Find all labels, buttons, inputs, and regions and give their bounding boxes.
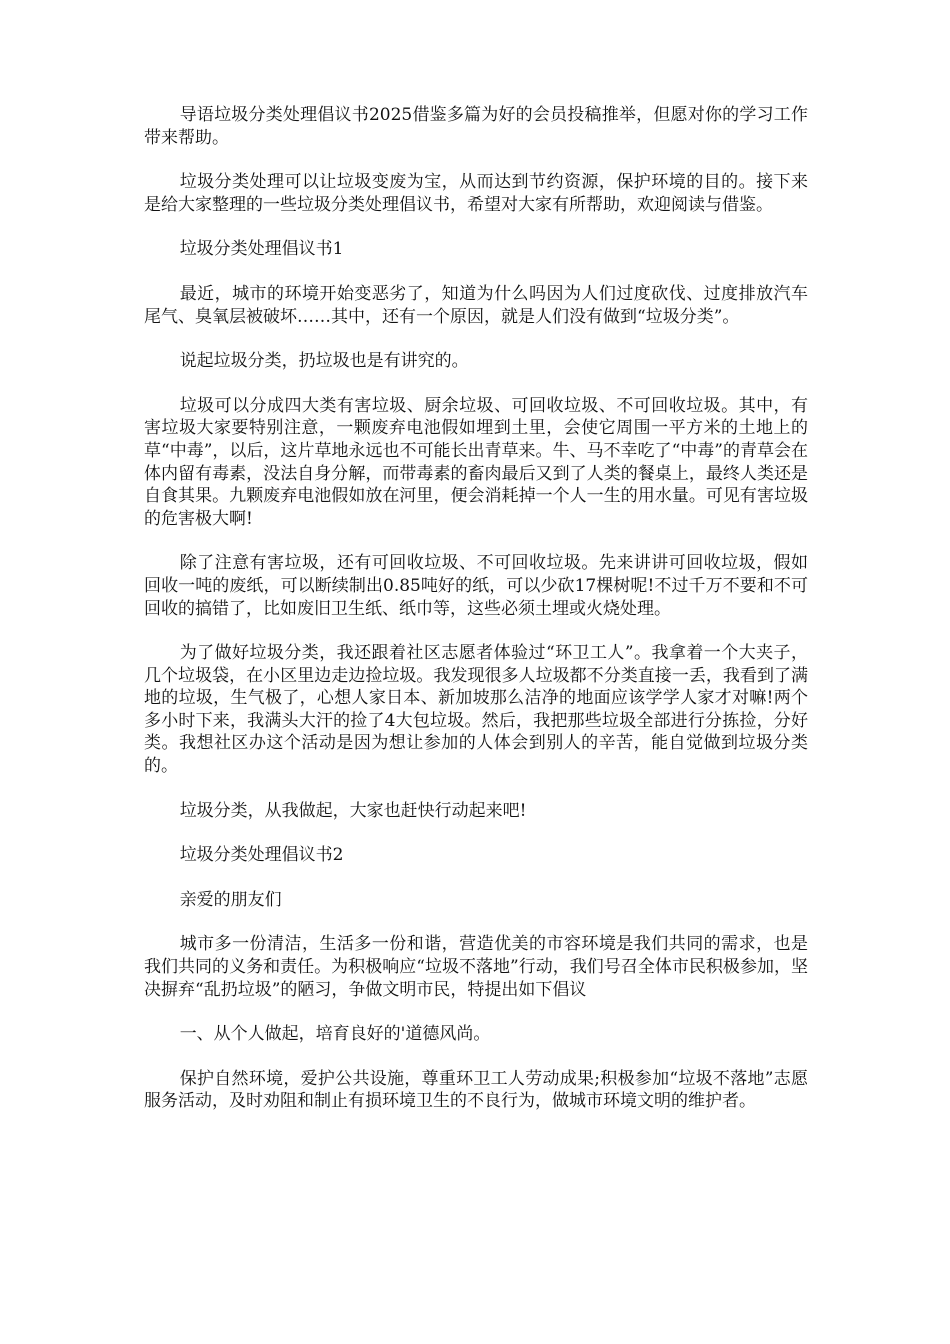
salutation: 亲爱的朋友们 bbox=[179, 889, 282, 910]
body-paragraph: 为了做好垃圾分类，我还跟着社区志愿者体验过“环卫工人”。我拿着一个大夹子，几个垃圾袋，在小区里边走边捡垃圾。我发现很多人垃圾都不分类直接一丢，我看到了满地的垃圾，生气极了，心想人家日本、新加坡那么洁净的地面应该学学人家才对嘛!两个多小时下来，我满头大汗的捡了4大包垃圾。然后，我把那些垃圾全部进行分拣捡，分好类。我想社区办这个活动是因为想让参加的人体会到别人的辛苦，能自觉做到垃圾分类的。 bbox=[144, 643, 808, 777]
body-paragraph: 除了注意有害垃圾，还有可回收垃圾、不可回收垃圾。先来讲讲可回收垃圾，假如回收一吨的废纸，可以断续制出0.85吨好的纸，可以少砍17棵树呢!不过千万不要和不可回收的搞错了，比如废旧卫生纸、纸巾等，这些必须土埋或火烧处理。 bbox=[144, 553, 808, 619]
body-paragraph: 垃圾分类，从我做起，大家也赶快行动起来吧! bbox=[179, 800, 527, 821]
body-paragraph: 垃圾可以分成四大类有害垃圾、厨余垃圾、可回收垃圾、不可回收垃圾。其中，有害垃圾大家要特别注意，一颗废弃电池假如埋到土里，会使它周围一平方米的土地上的草“中毒”，以后，这片草地永远也不可能长出青草来。牛、马不幸吃了“中毒”的青草会在体内留有毒素，没法自身分解，而带毒素的畜肉最后又到了人类的餐桌上，最终人类还是自食其果。九颗废弃电池假如放在河里，便会消耗掉一个人一生的用水量。可见有害垃圾的危害极大啊! bbox=[144, 395, 808, 529]
section-heading-2: 垃圾分类处理倡议书2 bbox=[179, 845, 344, 866]
document-page bbox=[144, 104, 808, 1135]
summary-paragraph: 垃圾分类处理可以让垃圾变废为宝，从而达到节约资源，保护环境的目的。接下来是给大家整理的一些垃圾分类处理倡议书，希望对大家有所帮助，欢迎阅读与借鉴。 bbox=[144, 172, 808, 215]
section-heading-1: 垃圾分类处理倡议书1 bbox=[179, 239, 344, 260]
body-paragraph: 保护自然环境，爱护公共设施，尊重环卫工人劳动成果;积极参加“垃圾不落地”志愿服务活动，及时劝阻和制止有损环境卫生的不良行为，做城市环境文明的维护者。 bbox=[144, 1068, 808, 1112]
subheading: 一、从个人做起，培育良好的'道德风尚。 bbox=[179, 1024, 491, 1045]
body-paragraph: 城市多一份清洁，生活多一份和谐，营造优美的市容环境是我们共同的需求，也是我们共同的义务和责任。为积极响应“垃圾不落地”行动，我们号召全体市民积极参加，坚决摒弃“乱扔垃圾”的陋习，争做文明市民，特提出如下倡议 bbox=[144, 934, 808, 1000]
body-paragraph: 说起垃圾分类，扔垃圾也是有讲究的。 bbox=[179, 351, 469, 372]
intro-paragraph: 导语垃圾分类处理倡议书2025借鉴多篇为好的会员投稿推举，但愿对你的学习工作带来帮助。 bbox=[144, 105, 808, 148]
body-paragraph: 最近，城市的环境开始变恶劣了，知道为什么吗因为人们过度砍伐、过度排放汽车尾气、臭氧层被破坏……其中，还有一个原因，就是人们没有做到“垃圾分类”。 bbox=[144, 283, 808, 327]
